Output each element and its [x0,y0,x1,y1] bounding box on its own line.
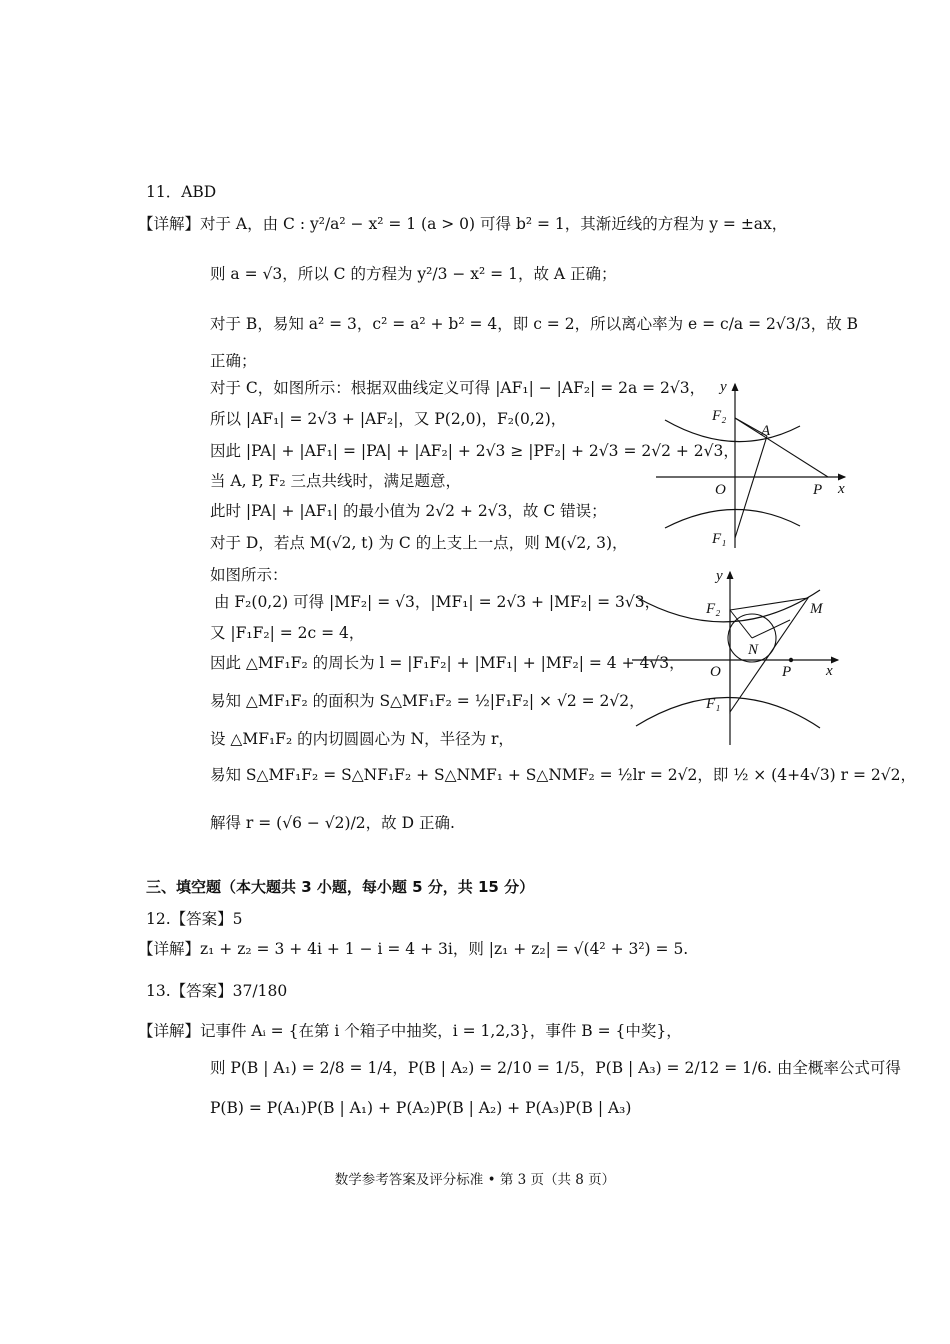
fig2-origin-label: O [710,664,721,680]
q11-line-9: 此时 |PA| + |AF₁| 的最小值为 2√2 + 2√3，故 C 错误； [210,502,607,520]
q13-line-1: 【详解】记事件 Aᵢ = {在第 i 个箱子中抽奖，i = 1,2,3}，事件 B = {中奖}， [138,1022,682,1040]
fig2-f2-label: F₂ [706,601,721,617]
fig2-m-label: M [810,601,823,617]
fig1-origin-label: O [715,482,726,498]
q12-answer: 12.【答案】5 [146,910,243,928]
fig1-f2-label: F₂ [712,408,727,424]
section-3-title: 三、填空题（本大题共 3 小题，每小题 5 分，共 15 分） [146,878,535,896]
fig2-p-label: P [782,664,792,680]
fig1-p-label: P [813,482,823,498]
q11-line-10: 对于 D，若点 M(√2, t) 为 C 的上支上一点，则 M(√2, 3)， [210,534,628,552]
page-footer: 数学参考答案及评分标准 • 第 3 页（共 8 页） [334,1172,616,1188]
q11-line-6: 所以 |AF₁| = 2√3 + |AF₂|，又 P(2,0)，F₂(0,2)， [210,410,567,428]
q11-line-16: 设 △MF₁F₂ 的内切圆圆心为 N，半径为 r， [210,730,514,748]
q11-line-2: 则 a = √3，所以 C 的方程为 y²/3 − x² = 1，故 A 正确； [210,265,617,283]
fig1-y-label: y [720,379,727,395]
fig1-f1-label: F₁ [712,531,727,547]
q11-line-11: 如图所示： [210,566,288,584]
fig2-x-label: x [826,663,833,679]
fig1-a-label: A [761,423,771,439]
q13-line-3: P(B) = P(A₁)P(B | A₁) + P(A₂)P(B | A₂) + P(A₃)P(B | A₃) [210,1099,632,1117]
q11-line-7: 因此 |PA| + |AF₁| = |PA| + |AF₂| + 2√3 ≥ |PF₂| + 2√3 = 2√2 + 2√3， [210,442,739,460]
q11-line-15: 易知 △MF₁F₂ 的面积为 S△MF₁F₂ = ½|F₁F₂| × √2 = 2√2， [210,692,645,710]
q11-line-13: 又 |F₁F₂| = 2c = 4， [210,624,365,642]
q11-heading: 11．ABD [146,183,217,201]
q11-line-17: 易知 S△MF₁F₂ = S△NF₁F₂ + S△NMF₁ + S△NMF₂ = ½lr = 2√2，即 ½ × (4+4√3) r = 2√2， [210,766,916,784]
q11-line-18: 解得 r = (√6 − √2)/2，故 D 正确. [210,814,455,832]
fig2-n-label: N [748,642,759,658]
hyperbola-figure-c [650,374,860,554]
hyperbola-figure-d [626,562,848,750]
q11-line-14: 因此 △MF₁F₂ 的周长为 l = |F₁F₂| + |MF₁| + |MF₂| = 4 + 4√3， [210,654,685,672]
fig2-y-label: y [716,568,723,584]
fig1-x-label: x [838,481,845,497]
q11-line-8: 当 A, P, F₂ 三点共线时，满足题意， [210,472,462,490]
q11-line-12: 由 F₂(0,2) 可得 |MF₂| = √3，|MF₁| = 2√3 + |MF₂| = 3√3， [214,593,661,611]
q12-detail: 【详解】z₁ + z₂ = 3 + 4i + 1 − i = 4 + 3i，则 |z₁ + z₂| = √(4² + 3²) = 5. [138,940,689,958]
fig2-f1-label: F₁ [706,696,721,712]
q11-line-5: 对于 C，如图所示：根据双曲线定义可得 |AF₁| − |AF₂| = 2a = 2√3， [210,379,706,397]
q13-answer: 13.【答案】37/180 [146,982,288,1000]
q11-line-1: 【详解】对于 A，由 C : y²/a² − x² = 1 (a > 0) 可得 b² = 1，其渐近线的方程为 y = ±ax， [138,215,788,233]
q11-line-3: 对于 B，易知 a² = 3，c² = a² + b² = 4，即 c = 2，所以离心率为 e = c/a = 2√3/3，故 B [210,315,859,333]
q13-line-2: 则 P(B | A₁) = 2/8 = 1/4，P(B | A₂) = 2/10 = 1/5，P(B | A₃) = 2/12 = 1/6. 由全概率公式可得 [210,1059,901,1077]
q11-line-4: 正确； [210,352,257,370]
